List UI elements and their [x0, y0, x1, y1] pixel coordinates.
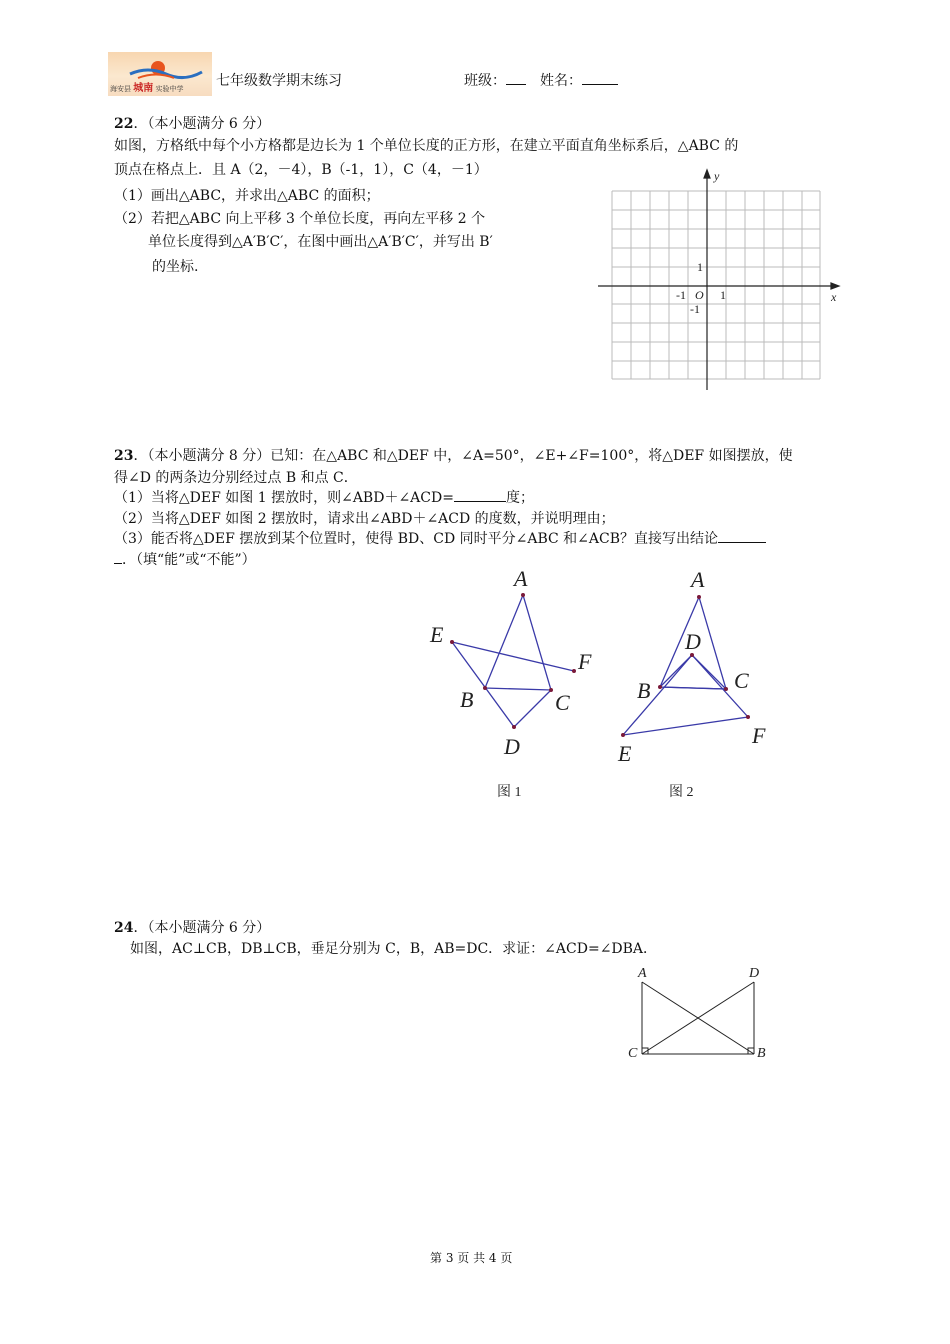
- origin-label: O: [695, 288, 704, 302]
- q22-part2-line1: （2）若把△ABC 向上平移 3 个单位长度，再向左平移 2 个: [114, 211, 486, 227]
- fig1-caption: 图 1: [497, 785, 522, 800]
- page-number: 第 3 页 共 4 页: [430, 1251, 513, 1265]
- q24-figure: [622, 960, 772, 1066]
- q24-label-C: C: [628, 1046, 638, 1061]
- fig1-label-A: A: [514, 566, 528, 591]
- tick-x-1: 1: [720, 288, 726, 302]
- y-axis-label: y: [714, 169, 720, 183]
- tick-x-neg1: -1: [676, 288, 686, 302]
- class-field: 班级：: [464, 70, 526, 90]
- q22-part1: （1）画出△ABC，并求出△ABC 的面积；: [114, 188, 380, 204]
- logo-caption: 海安县 城南 实验中学: [110, 83, 184, 94]
- name-field: 姓名：: [540, 70, 618, 90]
- q22-intro-line2: 顶点在格点上．且 A（2，－4），B（-1，1），C（4，－1）: [114, 162, 488, 178]
- fig2-label-F: F: [752, 723, 766, 748]
- fig1-label-D: D: [504, 734, 520, 759]
- exam-title: 七年级数学期末练习: [216, 73, 342, 89]
- q22-heading: 22．（本小题满分 6 分）: [114, 116, 271, 132]
- fig1-label-F: F: [578, 649, 592, 674]
- fig2-label-C: C: [734, 668, 749, 693]
- fig2-label-A: A: [691, 567, 705, 592]
- q22-part2-line2: 单位长度得到△A′B′C′，在图中画出△A′B′C′，并写出 B′: [148, 234, 493, 250]
- q23-part2: （2）当将△DEF 如图 2 摆放时，请求出∠ABD＋∠ACD 的度数，并说明理由；: [114, 511, 615, 527]
- fig2-label-D: D: [685, 629, 701, 654]
- tick-y-1: 1: [697, 260, 703, 274]
- q24-label-B: B: [757, 1046, 766, 1061]
- fig1-label-B: B: [460, 687, 474, 712]
- coordinate-grid: [596, 168, 846, 393]
- q24-label-D: D: [749, 966, 760, 981]
- x-axis-label: x: [831, 290, 837, 304]
- q24-label-A: A: [638, 966, 647, 981]
- q23-figures: [420, 560, 790, 810]
- q23-part3-line1: （3）能否将△DEF 摆放到某个位置时，使得 BD、CD 同时平分∠ABC 和∠ACB？直接写出结论: [114, 529, 766, 549]
- q23-part1: （1）当将△DEF 如图 1 摆放时，则∠ABD＋∠ACD= 度；: [114, 490, 534, 506]
- q23-part3-line2: ．（填“能”或“不能”）: [114, 550, 256, 570]
- q24-heading: 24．（本小题满分 6 分）: [114, 920, 271, 936]
- fig1-label-E: E: [430, 622, 444, 647]
- q22-part2-line3: 的坐标.: [152, 259, 199, 275]
- q23-intro-line2: 得∠D 的两条边分别经过点 B 和点 C．: [114, 470, 358, 486]
- fig2-caption: 图 2: [669, 785, 694, 800]
- fig2-label-B: B: [637, 678, 651, 703]
- fig1-label-C: C: [555, 690, 570, 715]
- tick-y-neg1: -1: [690, 302, 700, 316]
- school-logo: [108, 52, 212, 96]
- q23-intro-line1: 23．（本小题满分 8 分）已知：在△ABC 和△DEF 中，∠A=50°，∠E+∠F=100°，将△DEF 如图摆放，使: [114, 448, 793, 464]
- q24-intro: 如图，AC⊥CB，DB⊥CB，垂足分别为 C，B，AB=DC．求证：∠ACD=∠DBA．: [130, 941, 658, 957]
- q22-intro-line1: 如图，方格纸中每个小方格都是边长为 1 个单位长度的正方形，在建立平面直角坐标系后，△ABC 的: [114, 138, 739, 154]
- fig2-label-E: E: [618, 741, 632, 766]
